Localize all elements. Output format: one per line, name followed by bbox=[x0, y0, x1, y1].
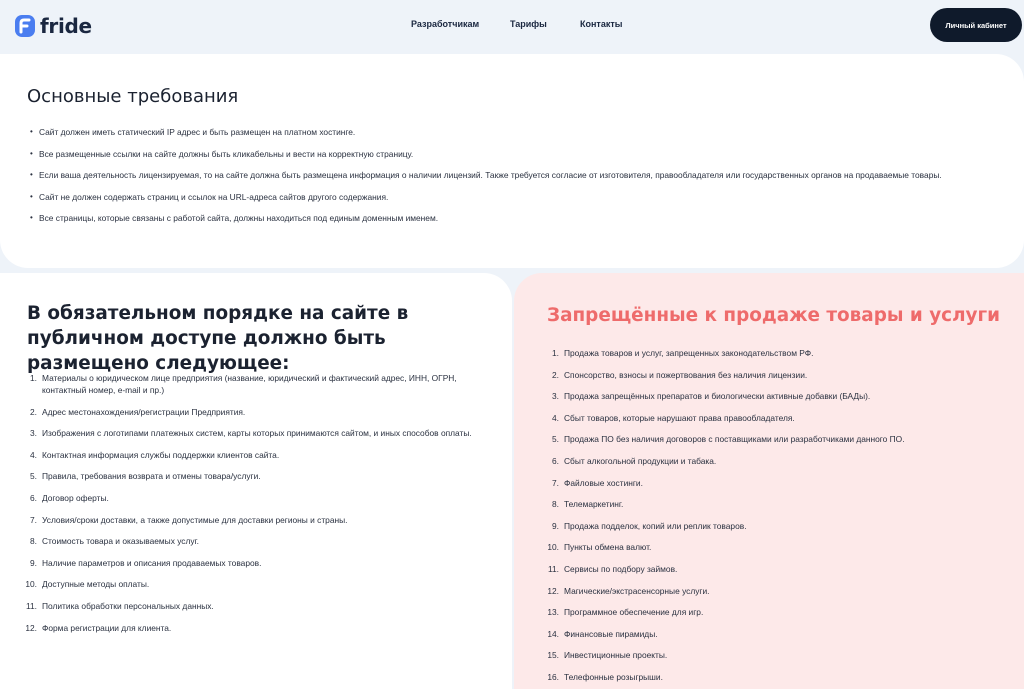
list-item-number: 3. bbox=[30, 428, 37, 439]
mandatory-item bbox=[25, 622, 482, 634]
list-item-text: Форма регистрации для клиента. bbox=[42, 622, 172, 633]
list-item-number: 7. bbox=[30, 514, 37, 525]
list-item-number: 8. bbox=[30, 536, 37, 547]
list-item-number: 4. bbox=[552, 412, 559, 423]
requirement-item: • Сайт не должен содержать страниц и ссылок на URL-адреса сайтов другого содержания. bbox=[30, 191, 990, 203]
list-item-text: Сервисы по подбору займов. bbox=[564, 563, 678, 574]
list-item-text: Пункты обмена валют. bbox=[564, 542, 652, 553]
requirement-item: • Сайт должен иметь статический IP адрес и быть размещен на платном хостинге. bbox=[30, 126, 990, 138]
requirement-item: • Если ваша деятельность лицензируемая, то на сайте должна быть размещена информация о наличии лицензий. Также требуется согласие от изготовителя, правообладателя или государственных органов на продаваемые товары. bbox=[30, 169, 990, 181]
forbidden-item bbox=[547, 585, 1004, 597]
mandatory-item bbox=[30, 427, 482, 439]
list-item-text: Адрес местонахождения/регистрации Предприятия. bbox=[42, 406, 246, 417]
list-item-text: Стоимость товара и оказываемых услуг. bbox=[42, 536, 199, 547]
mandatory-item bbox=[25, 578, 482, 590]
forbidden-item bbox=[552, 477, 1004, 489]
forbidden-item bbox=[552, 498, 1004, 510]
list-item-number: 11. bbox=[25, 600, 37, 611]
list-item-number: 8. bbox=[552, 499, 559, 510]
list-item-number: 1. bbox=[552, 348, 559, 358]
list-item-text: Наличие параметров и описания продаваемых товаров. bbox=[42, 557, 262, 568]
requirements-list bbox=[30, 126, 990, 234]
list-item-text: Политика обработки персональных данных. bbox=[42, 600, 214, 611]
forbidden-list bbox=[547, 347, 1004, 689]
forbidden-item bbox=[547, 541, 1004, 553]
list-item-number: 16. bbox=[547, 671, 559, 682]
list-item-number: 13. bbox=[547, 607, 559, 618]
list-item-text: Сбыт алкогольной продукции и табака. bbox=[564, 455, 717, 466]
list-item-text: Условия/сроки доставки, а также допустимые для доставки регионы и страны. bbox=[42, 514, 348, 525]
forbidden-card bbox=[514, 273, 1024, 689]
forbidden-item bbox=[552, 412, 1004, 424]
forbidden-item bbox=[547, 671, 1004, 683]
list-item-number: 11. bbox=[547, 563, 559, 574]
list-item-number: 6. bbox=[552, 455, 559, 466]
forbidden-item bbox=[552, 520, 1004, 532]
mandatory-card bbox=[0, 273, 512, 689]
forbidden-title: Запрещённые к продаже товары и услуги bbox=[547, 305, 1001, 326]
list-item-text: Сбыт товаров, которые нарушают права правообладателя. bbox=[564, 412, 795, 423]
list-item-text: Продажа товаров и услуг, запрещенных законодательством РФ. bbox=[564, 348, 814, 358]
list-item-text: Контактная информация службы поддержки клиентов сайта. bbox=[42, 449, 280, 460]
forbidden-item bbox=[552, 433, 1004, 445]
list-item-text: Продажа ПО без наличия договоров с поставщиками или разработчиками данного ПО. bbox=[564, 434, 905, 445]
mandatory-item bbox=[30, 557, 482, 569]
main-nav bbox=[0, 19, 1024, 33]
list-item-text: Телемаркетинг. bbox=[564, 499, 624, 510]
mandatory-item bbox=[30, 372, 482, 396]
list-item-text: Спонсорство, взносы и пожертвования без наличия лицензии. bbox=[564, 369, 808, 380]
nav-contacts[interactable]: Контакты bbox=[580, 19, 623, 29]
nav-developers[interactable]: Разработчикам bbox=[411, 19, 480, 29]
list-item-text: Продажа подделок, копий или реплик товаров. bbox=[564, 520, 747, 531]
requirements-card bbox=[0, 54, 1024, 268]
list-item-number: 15. bbox=[547, 650, 559, 661]
forbidden-item bbox=[547, 628, 1004, 640]
list-item-number: 5. bbox=[30, 471, 37, 482]
list-item-number: 9. bbox=[552, 520, 559, 531]
forbidden-item bbox=[547, 649, 1004, 661]
mandatory-item bbox=[30, 406, 482, 418]
logo-text: fride bbox=[40, 14, 92, 38]
forbidden-item bbox=[547, 563, 1004, 575]
list-item-text: Договор оферты. bbox=[42, 492, 109, 503]
site-header bbox=[0, 0, 1024, 52]
list-item-text: Магические/экстрасенсорные услуги. bbox=[564, 585, 710, 596]
forbidden-item bbox=[552, 390, 1004, 402]
mandatory-item bbox=[30, 535, 482, 547]
mandatory-item bbox=[30, 470, 482, 482]
list-item-text: Правила, требования возврата и отмены товара/услуги. bbox=[42, 471, 261, 482]
forbidden-item bbox=[552, 455, 1004, 467]
list-item-number: 2. bbox=[30, 406, 37, 417]
list-item-number: 7. bbox=[552, 477, 559, 488]
list-item-number: 14. bbox=[547, 628, 559, 639]
nav-tariffs[interactable]: Тарифы bbox=[510, 19, 547, 29]
requirements-title: Основные требования bbox=[27, 86, 239, 107]
list-item-number: 5. bbox=[552, 434, 559, 445]
list-item-text: Инвестиционные проекты. bbox=[564, 650, 668, 661]
mandatory-item bbox=[30, 492, 482, 504]
list-item-text: Финансовые пирамиды. bbox=[564, 628, 658, 639]
list-item-number: 12. bbox=[547, 585, 559, 596]
mandatory-title: В обязательном порядке на сайте в публичном доступе должно быть размещено следующее: bbox=[27, 303, 409, 374]
list-item-text: Файловые хостинги. bbox=[564, 477, 643, 488]
list-item-number: 1. bbox=[30, 373, 37, 383]
forbidden-item bbox=[552, 369, 1004, 381]
list-item-text: Продажа запрещённых препаратов и биологически активные добавки (БАДы). bbox=[564, 391, 871, 402]
list-item-number: 6. bbox=[30, 492, 37, 503]
mandatory-list bbox=[25, 372, 482, 643]
list-item-text: Изображения с логотипами платежных систем, карты которых принимаются сайтом, и иных способов оплаты. bbox=[42, 428, 472, 439]
requirement-item: • Все страницы, которые связаны с работой сайта, должны находиться под единым доменным именем. bbox=[30, 212, 990, 224]
list-item-number: 3. bbox=[552, 391, 559, 402]
requirement-item: • Все размещенные ссылки на сайте должны быть кликабельны и вести на корректную страницу. bbox=[30, 148, 990, 160]
list-item-number: 10. bbox=[547, 542, 559, 553]
mandatory-item bbox=[30, 514, 482, 526]
mandatory-item bbox=[30, 449, 482, 461]
mandatory-item bbox=[25, 600, 482, 612]
list-item-text: Доступные методы оплаты. bbox=[42, 579, 150, 590]
list-item-number: 12. bbox=[25, 622, 37, 633]
list-item-text: Материалы о юридическом лице предприятия (название, юридический и фактический адрес, ИНН, ОГРН, контактный номер, e-mail и пр.) bbox=[42, 373, 457, 395]
list-item-number: 2. bbox=[552, 369, 559, 380]
forbidden-item bbox=[547, 606, 1004, 618]
list-item-number: 4. bbox=[30, 449, 37, 460]
list-item-number: 10. bbox=[25, 579, 37, 590]
list-item-number: 9. bbox=[30, 557, 37, 568]
forbidden-item bbox=[552, 347, 1004, 359]
list-item-text: Программное обеспечение для игр. bbox=[564, 607, 704, 618]
personal-cabinet-button[interactable]: Личный кабинет bbox=[930, 8, 1022, 42]
list-item-text: Телефонные розыгрыши. bbox=[564, 671, 663, 682]
